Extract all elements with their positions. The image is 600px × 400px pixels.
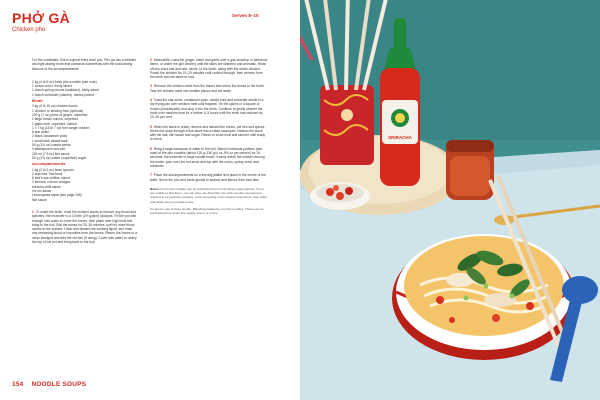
page-number: 154 [12, 381, 24, 388]
ingredient-item: 1 brown onion, thinly sliced [32, 84, 72, 89]
step-text: To make the broth, rinse the chicken bones to remove any blood and splinters, then transfer to a 10 litre (2½ gallon) stockpot. Fill the pot with enough cold water to cover the bones, then place over high heat and bring to the boil. Boil the bones for 20–30 minutes, until no more blood comes to the surface. Drain and discard the cooking liquid, and rinse any remaining blood or impurities from the bones. Return the bones to a clean stockpot and add the old hen (if using). Cover with water to nearly the top of the pot and bring back to the boil. [32, 209, 138, 244]
recipe-title: PHỞ GÀ [12, 10, 71, 26]
method-step [150, 125, 268, 142]
sauce-bottle-label: SRIRACHA [388, 135, 412, 140]
ingredient-item: 1 small stick cassia bark [32, 138, 68, 143]
method-step [32, 210, 137, 244]
ingredient-item: 3 kg (6 lb 10 oz) chicken bones [32, 104, 78, 109]
method-step [150, 58, 268, 79]
recipe-subtitle: Chicken pho [12, 27, 46, 33]
step-text: Remove the chicken meat from the bones and return the bones to the broth. Tear the chicken meat into smaller pieces and set aside. [150, 84, 265, 93]
ingredient-item: 200 g (7 oz) piece of ginger, unpeeled [32, 112, 88, 117]
step-number: 7 [150, 173, 152, 178]
chilli-dish [310, 182, 370, 210]
ingredient-item: fish sauce [32, 197, 47, 202]
broth-ingredients-list [32, 104, 137, 160]
ingredient-item: 2 black cardamom pods [32, 134, 68, 139]
method-step [150, 147, 268, 168]
ingredient-item: 6 bird's eye chillies, sliced [32, 176, 70, 181]
ingredient-item: 2 kg (4 lb 6 oz) fresh pho noodles (see note) [32, 79, 97, 84]
ingredient-item: 1 bunch spring onions (scallions), thinly sliced [32, 88, 99, 93]
chilli-paste-jar [446, 140, 494, 200]
step-number: 2 [150, 58, 152, 62]
ingredient-item: 6 star anise [32, 130, 50, 135]
step-number: 4 [150, 98, 152, 103]
ingredient-item: Lemongrass salsa (see page 206) [32, 193, 82, 198]
accompaniments-list [32, 168, 137, 202]
method-step [150, 173, 268, 182]
chopstick-holder [320, 85, 374, 165]
pho-photograph [300, 0, 600, 400]
ingredient-item: 3 lemons, cut into wedges [32, 180, 71, 185]
ingredient-item: 2 large brown onions, unpeeled [32, 117, 79, 122]
step-text: Toast the star anise, cardamom pods, cassia bark and coriander seeds in a dry frying pan over medium heat until fragrant. Tie the spices in a square of muslin (cheesecloth) and drop it into the broth. Continue to gently simmer the broth over medium heat for a further 4–5 hours until the broth has reduced by 20–30 per cent. [150, 98, 264, 120]
note-label: Notes: [150, 186, 160, 191]
method-step [150, 98, 268, 119]
step-number: 6 [150, 146, 152, 151]
step-text: Place the accompaniments on a serving platter and place in the centre of the table. Serve the pho and invite guests to season and flavour their own dish. [150, 173, 266, 182]
intro-paragraph: For the uninitiated, this is a great entry-level pho. Pho ga has a delicate and light-tasting broth that contrasts wonderfully with the bold-tasting flavours of the accompaniments. [32, 58, 136, 71]
left-column [32, 58, 137, 249]
ingredient-item: 1 bunch coriander (cilantro), leaves picked [32, 92, 94, 97]
method-steps-column-a [32, 210, 137, 244]
step-text: Bring a large saucepan of water to the boil. Blanch individual portions (see note) of the pho noodles (about 120 g–150 g/4 oz–5½ oz per person) for 10 seconds, then transfer to large noodle bowls. Evenly divide the chicken among the bowls, pour over the hot stock and top with the onion, spring onion and coriander. [150, 146, 265, 168]
ingredient-item: 1 × 7 kg (15 lb 7 oz) free-range chicken [32, 125, 90, 130]
section-name: NOODLE SOUPS [31, 381, 87, 388]
step-number: 5 [150, 124, 152, 129]
ingredient-item: 1 chicken or stewing fowl (optional) [32, 108, 84, 113]
right-column [150, 58, 268, 219]
note-paragraph-2: It's best to use or thaw noodle. Blanching loaded to cool the noodles. These can be purchased from Asian fine supply stores or online. [150, 207, 264, 216]
page-footer [12, 381, 86, 388]
broth-heading: Broth [32, 98, 43, 104]
method-step [150, 84, 268, 93]
note-paragraph [150, 187, 268, 204]
ingredient-item: 50 g (1¾ oz) cassia seeds [32, 143, 71, 148]
ingredient-item: hoi sin sauce [32, 189, 52, 194]
ingredient-item: 3 tablespoons sea salt [32, 147, 65, 152]
step-number: 3 [150, 84, 152, 89]
step-number: 1 [32, 209, 34, 214]
accompaniments-heading: Accompaniments [32, 161, 66, 167]
ingredient-item: 1 kg (2 lb 3 oz) bean sprouts [32, 167, 74, 172]
food-photo-page [300, 0, 600, 400]
step-text: Meanwhile, roast the ginger, onion and garlic over a gas stovetop or barbecue flame, or under the grill (broiler) until the skins are blistered and aromatic. Rinse off any burnt bits and add, whole, to the broth, along with the whole chicken. Poach the chicken for 15–20 minutes until cooked through, then remove from the broth and set aside to cool. [150, 58, 268, 80]
step-text: When the stock is ready, remove and discard the bones, old hen and spices. Strain the stock through a fine sieve into a clean saucepan. Season the stock with the salt, fish sauce and sugar. Return to a low heat and simmer until ready to serve. [150, 124, 266, 142]
serves-label: Serves 8–10 [232, 13, 259, 18]
ingredient-item: sriracha chilli sauce [32, 184, 61, 189]
ingredient-item: 50 g (1¾ oz) caster (superfine) sugar [32, 155, 87, 160]
method-steps-column-b [150, 58, 268, 182]
ingredient-item: 200 ml (7 fl oz) fish sauce [32, 151, 70, 156]
ingredient-item: 1 garlic bulb, unpeeled, halved [32, 121, 77, 126]
note-text: Fresh pho noodles can be purchased from most Asian supermarkets. If you are unable to find them, you can also use dried thin rice stick noodles (sometimes referred to as pad thai noodles). Cook according to the packet instructions, then drain and divide among noodle bowls. [150, 186, 267, 204]
ingredient-item: 2 bunches Thai basil [32, 171, 63, 176]
ingredients-list [32, 80, 137, 97]
